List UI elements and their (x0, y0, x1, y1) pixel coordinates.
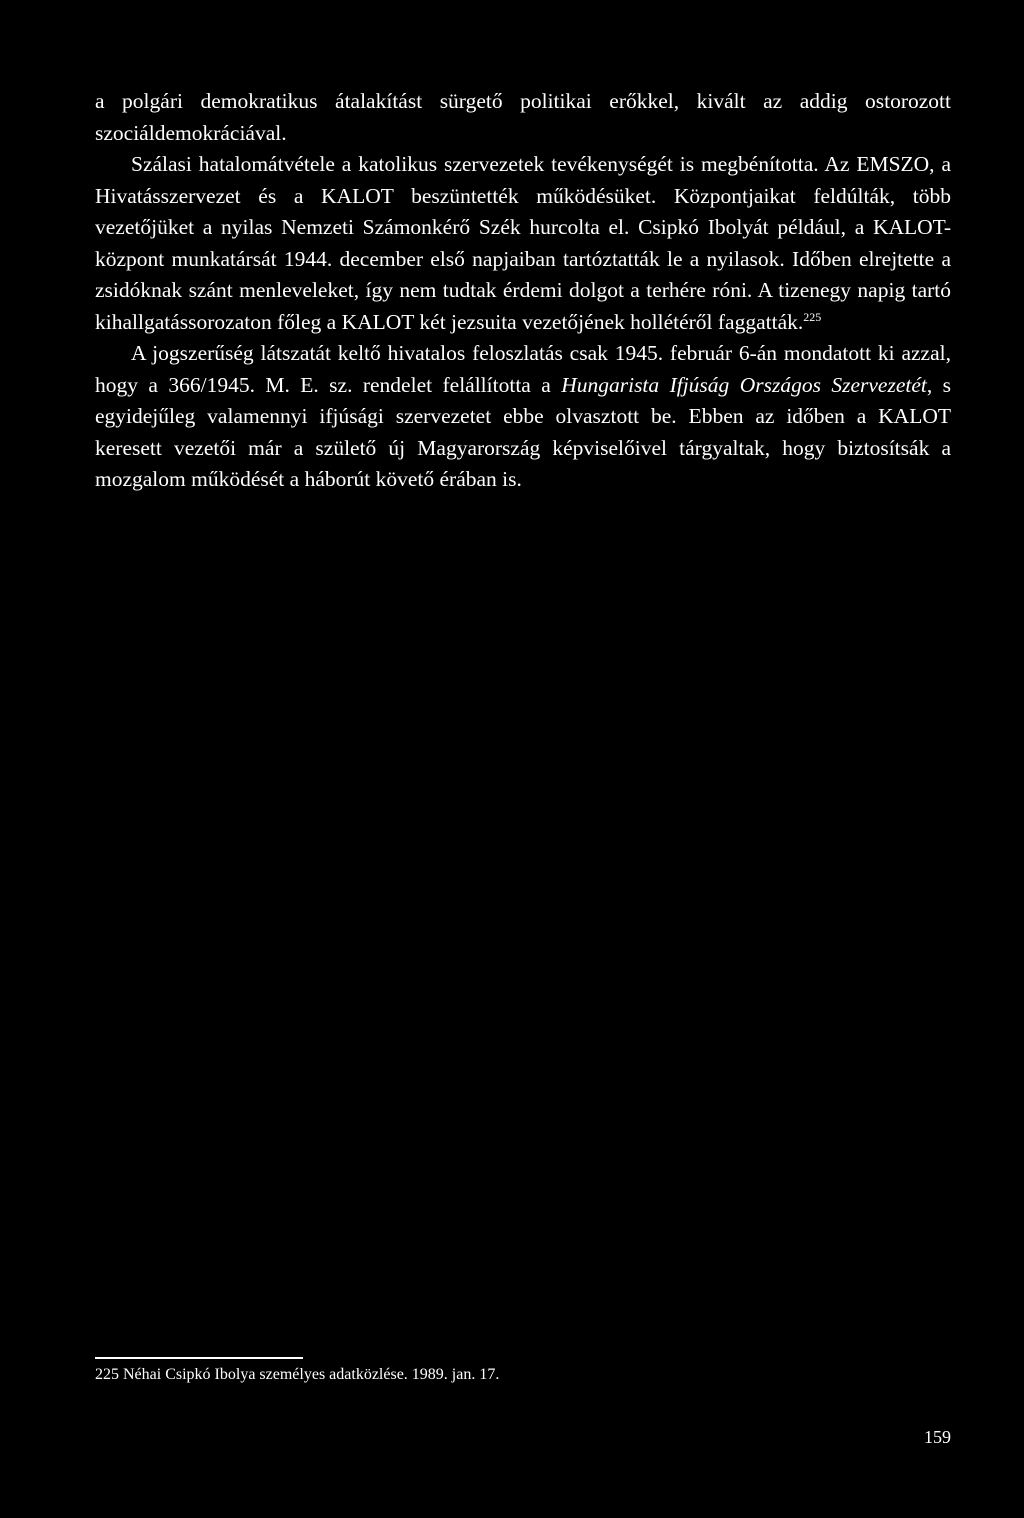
paragraph-feloszlatas-text-before: A jogszerűség látszatát keltő hivatalos feloszlatás csak 1945. február 6-án mondatott ki azzal, hogy a 366/1945. M. E. sz. rendelet felállította a (95, 341, 951, 397)
paragraph-feloszlatas (95, 338, 951, 496)
organization-name-italic: Hungarista Ifjúság Országos Szervezetét (561, 372, 927, 397)
footnote-divider (95, 1357, 303, 1359)
footnote-reference[interactable]: 225 (803, 309, 822, 324)
paragraph-szalasi-text: Szálasi hatalomátvétele a katolikus szervezetek tevékenységét is megbénította. Az EMSZO, a Hivatásszervezet és a KALOT beszüntették működésüket. Központjaikat feldúlták, több vezetőjüket a nyilas Nemzeti Számonkérő Szék hurcolta el. Csipkó Ibolyát például, a KALOT-központ munkatársát 1944. december első napjaiban tartóztatták le a nyilasok. Időben elrejtette a zsidóknak szánt menleveleket, így nem tudtak érdemi dolgot a terhére róni. A tizenegy napig tartó kihallgatássorozaton főleg a KALOT két jezsuita vezetőjének hollétéről faggatták. (95, 152, 951, 334)
page-body (95, 86, 951, 496)
paragraph-feloszlatas-text-after: , s egyidejűleg valamennyi ifjúsági szervezetet ebbe olvasztott be. Ebben az időben a KALOT keresett vezetői már a születő új Magyarország képviselőivel tárgyaltak, hogy biztosítsák a mozgalom működését a háborút követő érában is. (95, 372, 952, 491)
paragraph-szalasi (95, 149, 951, 338)
paragraph-continuation: a polgári demokratikus átalakítást sürgető politikai erőkkel, kivált az addig ostorozott szociáldemokráciával. (95, 89, 951, 145)
page-number: 159 (924, 1427, 951, 1447)
footnote-text: 225 Néhai Csipkó Ibolya személyes adatközlése. 1989. jan. 17. (95, 1366, 500, 1383)
